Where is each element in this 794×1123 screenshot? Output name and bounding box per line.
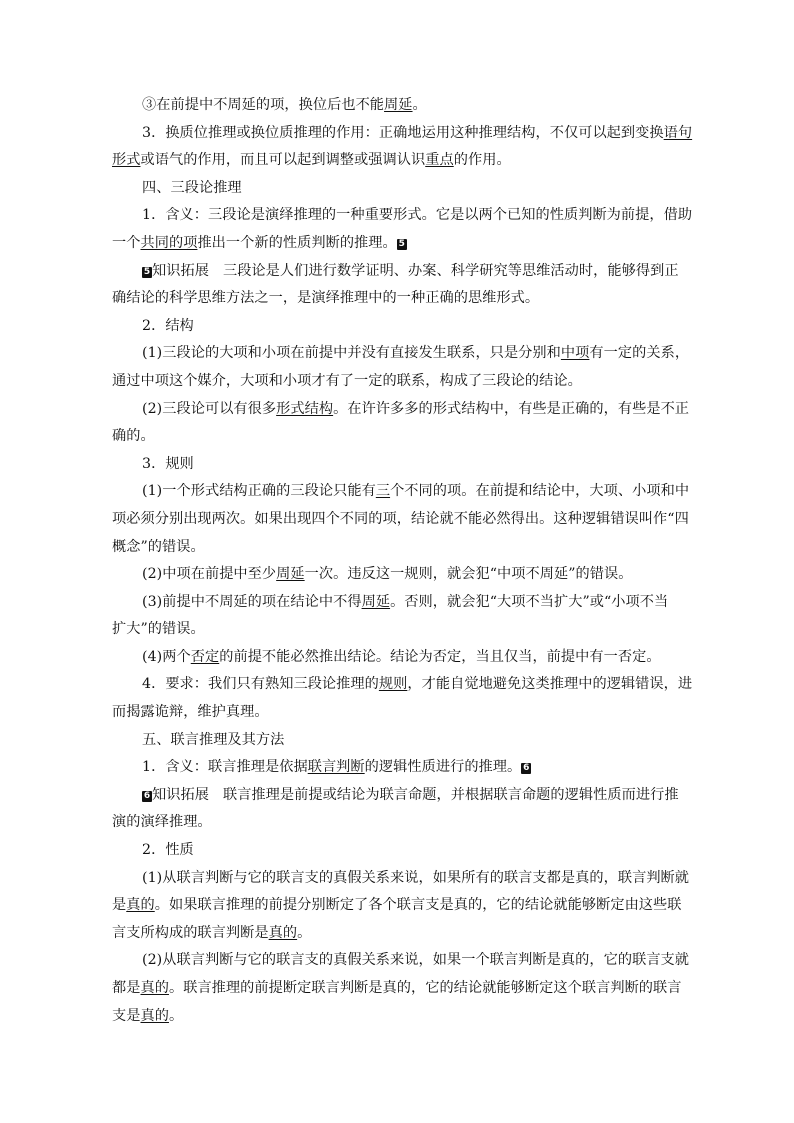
text-segment: 概念”的错误。 bbox=[112, 538, 205, 555]
text-segment: 知识拓展 bbox=[152, 786, 209, 803]
text-line bbox=[112, 258, 682, 286]
text-segment: 确结论的科学思维方法之一，是演绎推理中的一种正确的思维形式。 bbox=[112, 290, 540, 307]
text-segment: 知识拓展 bbox=[152, 262, 209, 279]
text-line bbox=[112, 230, 682, 258]
note-marker-icon: 6 bbox=[143, 790, 151, 801]
text-segment: 联言推理是前提或结论为联言命题，并根据联言命题的逻辑性质而进行推 bbox=[222, 786, 679, 803]
key-term: 共同的项 bbox=[140, 234, 198, 251]
text-line bbox=[112, 782, 682, 810]
text-segment: (2)中项在前提中至少 bbox=[142, 566, 277, 583]
key-term: 形式结构 bbox=[276, 400, 334, 417]
text-segment: 三段论是人们进行数学证明、办案、科学研究等思维活动时，能够得到正 bbox=[222, 262, 679, 279]
text-line bbox=[112, 175, 682, 203]
text-segment: (1)三段论的大项和小项在前提中并没有直接发生联系，只是分别和 bbox=[142, 345, 561, 362]
text-line bbox=[112, 478, 690, 506]
text-segment: 是 bbox=[112, 897, 127, 914]
text-line bbox=[112, 616, 682, 644]
text-segment: 的作用。 bbox=[453, 152, 511, 169]
text-segment: 或语气的作用，而且可以起到调整或强调认识 bbox=[140, 152, 426, 169]
text-segment: 3．换质位推理或换位质推理的作用：正确地运用这种推理结构，不仅可以起到变换 bbox=[142, 124, 664, 141]
text-line bbox=[112, 313, 682, 341]
text-segment: 。如果联言推理的前提分别断定了各个联言支是真的，它的结论就能够断定由这些联 bbox=[154, 897, 682, 914]
text-line bbox=[112, 340, 690, 368]
text-segment: 而揭露诡辩，维护真理。 bbox=[112, 704, 269, 721]
text-segment: 的前提不能必然推出结论。结论为否定，当且仅当，前提中有一否定。 bbox=[219, 648, 661, 665]
text-segment: 通过中项这个媒介，大项和小项才有了一定的联系，构成了三段论的结论。 bbox=[112, 372, 582, 389]
key-term: 三 bbox=[375, 483, 391, 500]
text-line bbox=[112, 727, 682, 755]
text-segment: (1)从联言判断与它的联言支的真假关系来说，如果所有的联言支都是真的，联言判断就 bbox=[142, 869, 690, 886]
text-segment: 。否则，就会犯“大项不当扩大”或“小项不当 bbox=[390, 593, 669, 610]
text-segment: (2)三段论可以有很多 bbox=[142, 400, 277, 417]
text-segment: 项必须分别出现两次。如果出现四个不同的项，结论就不能必然得出。这种逻辑错误叫作“四 bbox=[112, 510, 689, 527]
text-segment: 的逻辑性质进行的推理。 bbox=[364, 759, 522, 776]
text-line bbox=[112, 809, 682, 837]
text-segment: 4．要求：我们只有熟知三段论推理的 bbox=[142, 676, 379, 693]
key-term: 中项 bbox=[560, 345, 590, 362]
text-segment: 推出一个新的性质判断的推理。 bbox=[197, 234, 397, 251]
text-line bbox=[112, 285, 682, 313]
note-marker-icon: 5 bbox=[398, 238, 405, 249]
key-term: 周延 bbox=[276, 566, 305, 583]
text-segment: 一次。违反这一规则，就会犯“中项不周延”的错误。 bbox=[304, 566, 633, 583]
text-segment: 扩大”的错误。 bbox=[112, 621, 205, 638]
text-line bbox=[112, 699, 682, 727]
text-segment: 。 bbox=[412, 97, 427, 113]
text-line bbox=[112, 147, 682, 175]
text-segment: (1)一个形式结构正确的三段论只能有 bbox=[142, 483, 376, 500]
text-segment: 个不同的项。在前提和结论中，大项、小项和中 bbox=[390, 483, 690, 500]
text-segment: 2．性质 bbox=[142, 842, 194, 859]
note-marker-icon: 5 bbox=[143, 266, 151, 277]
key-term: 规则 bbox=[378, 676, 408, 693]
note-marker-icon: 6 bbox=[523, 763, 530, 774]
text-segment: 2．结构 bbox=[142, 317, 194, 334]
text-segment: 言支所构成的联言判断是 bbox=[112, 924, 269, 941]
text-segment: 都是 bbox=[112, 980, 141, 996]
text-segment: (2)从联言判断与它的联言支的真假关系来说，如果一个联言判断是真的，它的联言支就 bbox=[142, 952, 690, 969]
key-term: 重点 bbox=[425, 152, 454, 169]
text-line bbox=[112, 892, 682, 920]
text-segment: 有一定的关系， bbox=[589, 345, 690, 362]
text-line bbox=[112, 396, 690, 424]
text-segment: ，才能自觉地避免这类推理中的逻辑错误，进 bbox=[407, 676, 693, 693]
text-segment: 。在许许多多的形式结构中，有些是正确的，有些是不正 bbox=[333, 400, 690, 417]
text-segment: (4)两个 bbox=[142, 648, 191, 665]
key-term: 真的 bbox=[268, 924, 298, 941]
text-segment: 五、联言推理及其方法 bbox=[142, 731, 285, 748]
text-line bbox=[112, 368, 682, 396]
key-term: 真的 bbox=[126, 897, 155, 914]
text-segment: 3．规则 bbox=[142, 455, 194, 472]
text-segment: 。 bbox=[168, 1007, 184, 1024]
text-line bbox=[112, 865, 690, 893]
key-term: 否定 bbox=[190, 648, 220, 665]
text-line bbox=[112, 506, 689, 534]
text-segment: 。联言推理的前提断定联言判断是真的，它的结论就能够断定这个联言判断的联言 bbox=[168, 980, 682, 996]
text-segment: 1．含义：三段论是演绎推理的一种重要形式。它是以两个已知的性质判断为前提，借助 bbox=[142, 207, 693, 224]
text-segment: 四、三段论推理 bbox=[142, 179, 242, 196]
text-segment: ③在前提中不周延的项，换位后也不能 bbox=[142, 97, 385, 113]
text-line bbox=[112, 644, 682, 672]
text-line bbox=[112, 589, 682, 617]
text-segment: 一个 bbox=[112, 234, 141, 251]
text-line bbox=[112, 423, 682, 451]
text-line bbox=[112, 1003, 682, 1031]
key-term: 形式 bbox=[112, 152, 141, 169]
text-segment: 1．含义：联言推理是依据 bbox=[142, 759, 308, 776]
key-term: 周延 bbox=[384, 97, 413, 113]
text-line bbox=[112, 754, 682, 782]
text-segment: (3)前提中不周延的项在结论中不得 bbox=[142, 593, 362, 610]
text-line bbox=[112, 534, 682, 562]
document-body bbox=[112, 92, 693, 1030]
text-segment: 演的演绎推理。 bbox=[112, 814, 212, 831]
text-line bbox=[112, 837, 682, 865]
text-segment: 支是 bbox=[112, 1007, 141, 1024]
text-line bbox=[112, 451, 682, 479]
text-line bbox=[112, 671, 693, 699]
text-line bbox=[112, 920, 682, 948]
key-term: 语句 bbox=[663, 124, 693, 141]
text-segment: 。 bbox=[297, 924, 312, 941]
text-line bbox=[112, 92, 682, 120]
key-term: 真的 bbox=[140, 1007, 169, 1024]
text-line bbox=[112, 947, 690, 975]
text-segment: 确的。 bbox=[112, 428, 155, 445]
key-term: 联言判断 bbox=[307, 759, 365, 776]
key-term: 真的 bbox=[140, 980, 169, 996]
text-line bbox=[112, 202, 693, 230]
text-line bbox=[112, 561, 682, 589]
text-line bbox=[112, 975, 682, 1003]
key-term: 周延 bbox=[361, 593, 391, 610]
text-line bbox=[112, 120, 693, 148]
